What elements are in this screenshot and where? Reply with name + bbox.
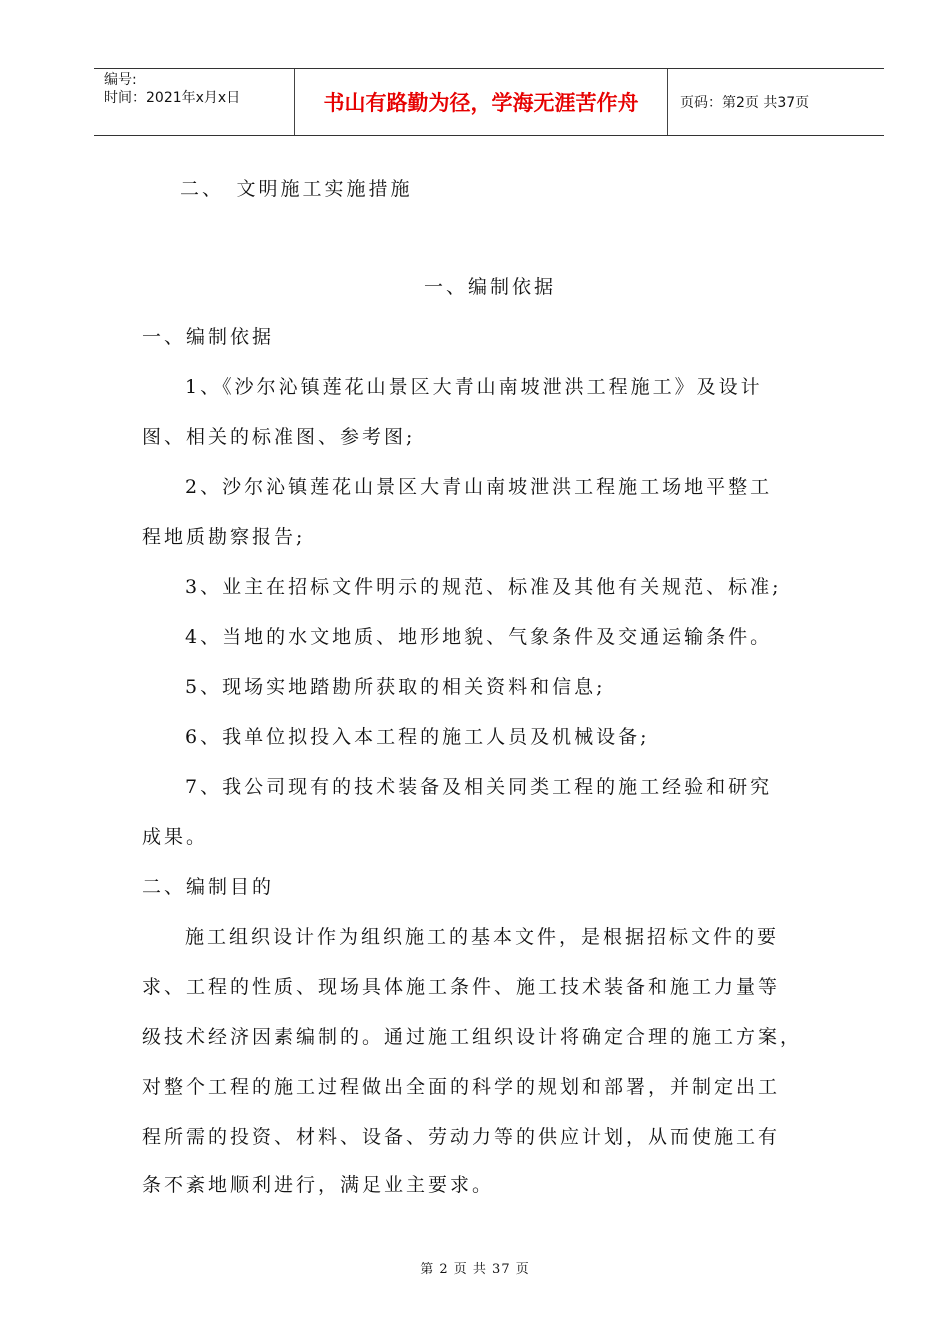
section-heading: 二、 文明施工实施措施 xyxy=(180,178,413,200)
header-motto: 书山有路勤为径，学海无涯苦作舟 xyxy=(295,69,668,135)
subheading: 一、编制依据 xyxy=(142,326,275,348)
paragraph-line: 程所需的投资、材料、设备、劳动力等的供应计划，从而使施工有 xyxy=(142,1126,781,1148)
number-label: 编号: xyxy=(104,72,137,88)
paragraph-line: 6、我单位拟投入本工程的施工人员及机械设备; xyxy=(185,726,650,748)
paragraph-line: 施工组织设计作为组织施工的基本文件，是根据招标文件的要 xyxy=(185,926,780,948)
paragraph-line: 成果。 xyxy=(142,826,209,848)
paragraph-line: 7、我公司现有的技术装备及相关同类工程的施工经验和研究 xyxy=(185,776,773,798)
centered-heading: 一、编制依据 xyxy=(424,276,557,298)
header-page-code: 页码：第2页 共37页 xyxy=(680,95,810,111)
subheading: 二、编制目的 xyxy=(142,876,275,898)
paragraph-line: 1、《沙尔沁镇莲花山景区大青山南坡泄洪工程施工》及设计 xyxy=(185,376,763,398)
page-footer: 第 2 页 共 37 页 xyxy=(420,1262,530,1277)
paragraph-line: 求、工程的性质、现场具体施工条件、施工技术装备和施工力量等 xyxy=(142,976,781,998)
paragraph-line: 级技术经济因素编制的。通过施工组织设计将确定合理的施工方案， xyxy=(142,1026,803,1048)
paragraph-line: 程地质勘察报告; xyxy=(142,526,306,548)
page-header xyxy=(94,68,884,136)
time-label: 时间：2021年x月x日 xyxy=(104,90,241,106)
paragraph-line: 图、相关的标准图、参考图; xyxy=(142,426,416,448)
paragraph-line: 对整个工程的施工过程做出全面的科学的规划和部署，并制定出工 xyxy=(142,1076,781,1098)
paragraph-line: 2、沙尔沁镇莲花山景区大青山南坡泄洪工程施工场地平整工 xyxy=(185,476,773,498)
paragraph-line: 条不紊地顺利进行，满足业主要求。 xyxy=(142,1174,495,1196)
header-meta xyxy=(94,69,295,135)
paragraph-line: 3、业主在招标文件明示的规范、标准及其他有关规范、标准; xyxy=(185,576,782,598)
paragraph-line: 5、现场实地踏勘所获取的相关资料和信息; xyxy=(185,676,606,698)
paragraph-line: 4、当地的水文地质、地形地貌、气象条件及交通运输条件。 xyxy=(185,626,773,648)
